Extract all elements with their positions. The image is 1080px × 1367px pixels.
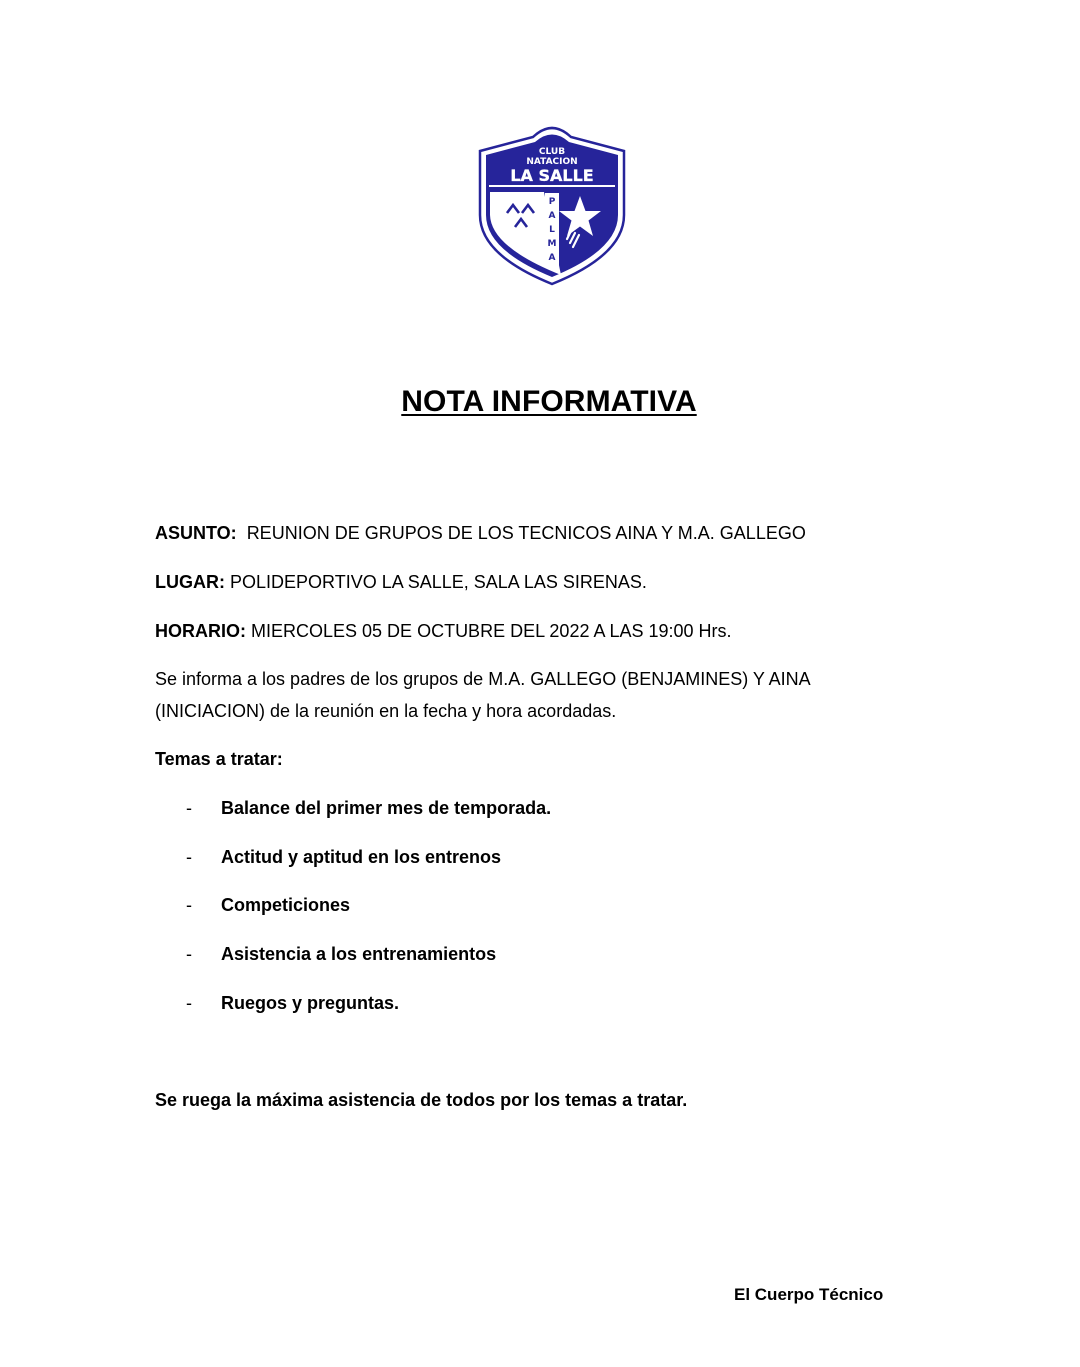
crest-letter: P (548, 197, 556, 207)
horario-label: HORARIO: (155, 621, 246, 641)
topic-item: Actitud y aptitud en los entrenos (221, 847, 502, 867)
lugar-line (155, 570, 647, 594)
horario-value: MIERCOLES 05 DE OCTUBRE DEL 2022 A LAS 19:00 Hrs. (251, 621, 732, 641)
asunto-line (155, 521, 806, 545)
topics-heading: Temas a tratar: (155, 749, 283, 769)
crest-text-natacion: NATACION (526, 157, 578, 167)
topic-item: Balance del primer mes de temporada. (221, 798, 552, 818)
topic-item: Ruegos y preguntas. (221, 993, 400, 1013)
crest-letter: L (549, 225, 555, 235)
bullet-dash: - (186, 798, 192, 818)
crest-letter: A (548, 211, 556, 221)
lugar-value: POLIDEPORTIVO LA SALLE, SALA LAS SIRENAS. (230, 572, 647, 592)
horario-line (155, 619, 732, 643)
club-crest-logo (477, 123, 627, 286)
bullet-dash: - (186, 847, 192, 867)
asunto-value: REUNION DE GRUPOS DE LOS TECNICOS AINA Y M.A. GALLEGO (246, 523, 806, 543)
document-title: NOTA INFORMATIVA (401, 385, 697, 418)
crest-letter: M (547, 239, 557, 249)
bullet-dash: - (186, 895, 192, 915)
bullet-dash: - (186, 993, 192, 1013)
intro-line-2: (INICIACION) de la reunión en la fecha y hora acordadas. (155, 701, 617, 721)
crest-letter: A (548, 253, 556, 263)
asunto-label: ASUNTO: (155, 523, 237, 543)
closing-note: Se ruega la máxima asistencia de todos por los temas a tratar. (155, 1090, 688, 1110)
topic-item: Asistencia a los entrenamientos (221, 944, 497, 964)
crest-text-club: CLUB (538, 147, 566, 157)
crest-text-la-salle: LA SALLE (510, 166, 594, 185)
lugar-label: LUGAR: (155, 572, 225, 592)
intro-line-1: Se informa a los padres de los grupos de M.A. GALLEGO (BENJAMINES) Y AINA (155, 669, 811, 689)
signature: El Cuerpo Técnico (734, 1285, 884, 1304)
bullet-dash: - (186, 944, 192, 964)
topic-item: Competiciones (221, 895, 351, 915)
